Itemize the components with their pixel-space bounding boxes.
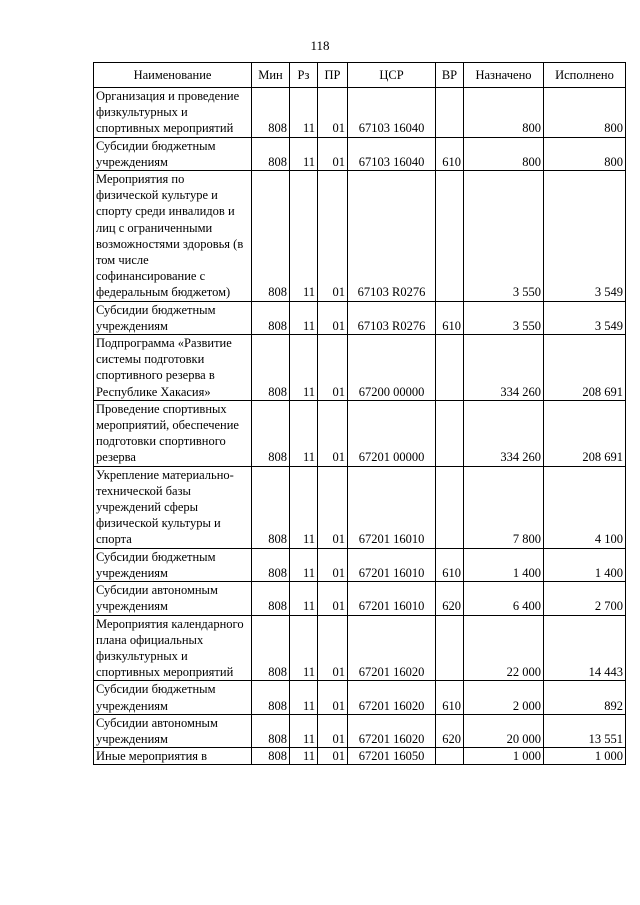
- col-header-min: Мин: [252, 63, 290, 88]
- table-row: [94, 301, 626, 334]
- cell-rz: 11: [290, 548, 318, 581]
- table-row: [94, 582, 626, 615]
- cell-rz: 11: [290, 582, 318, 615]
- table-row: [94, 615, 626, 681]
- cell-executed: 1 400: [544, 548, 626, 581]
- table-row: [94, 335, 626, 401]
- cell-csr: 67201 16010: [348, 582, 436, 615]
- cell-min: 808: [252, 335, 290, 401]
- col-header-assigned: Назначено: [464, 63, 544, 88]
- cell-pr: 01: [318, 301, 348, 334]
- table-row: [94, 466, 626, 548]
- cell-csr: 67103 16040: [348, 88, 436, 138]
- cell-vr: 610: [436, 681, 464, 714]
- cell-vr: [436, 400, 464, 466]
- cell-min: 808: [252, 748, 290, 765]
- cell-executed: 1 000: [544, 748, 626, 765]
- cell-rz: 11: [290, 615, 318, 681]
- cell-name: Субсидии бюджетным учреждениям: [94, 301, 252, 334]
- cell-name: Субсидии автономным учреждениям: [94, 582, 252, 615]
- cell-assigned: 3 550: [464, 301, 544, 334]
- cell-name: Мероприятия календарного плана официальных физкультурных и спортивных мероприятий: [94, 615, 252, 681]
- cell-assigned: 1 000: [464, 748, 544, 765]
- cell-rz: 11: [290, 466, 318, 548]
- cell-rz: 11: [290, 335, 318, 401]
- cell-vr: [436, 615, 464, 681]
- col-header-pr: ПР: [318, 63, 348, 88]
- cell-pr: 01: [318, 615, 348, 681]
- cell-vr: [436, 748, 464, 765]
- cell-rz: 11: [290, 748, 318, 765]
- cell-executed: 14 443: [544, 615, 626, 681]
- cell-pr: 01: [318, 88, 348, 138]
- col-header-executed: Исполнено: [544, 63, 626, 88]
- table-row: [94, 714, 626, 747]
- cell-csr: 67201 16050: [348, 748, 436, 765]
- cell-executed: 13 551: [544, 714, 626, 747]
- budget-table: [93, 62, 626, 765]
- cell-name: Субсидии бюджетным учреждениям: [94, 681, 252, 714]
- cell-name: Субсидии автономным учреждениям: [94, 714, 252, 747]
- cell-vr: 610: [436, 548, 464, 581]
- cell-vr: [436, 88, 464, 138]
- cell-assigned: 2 000: [464, 681, 544, 714]
- page-number: 118: [310, 38, 330, 53]
- cell-rz: 11: [290, 681, 318, 714]
- cell-csr: 67103 R0276: [348, 301, 436, 334]
- table-row: [94, 681, 626, 714]
- cell-min: 808: [252, 466, 290, 548]
- cell-name: Укрепление материально-технической базы учреждений сферы физической культуры и спорта: [94, 466, 252, 548]
- cell-pr: 01: [318, 400, 348, 466]
- cell-name: Иные мероприятия в: [94, 748, 252, 765]
- cell-pr: 01: [318, 466, 348, 548]
- cell-csr: 67201 16010: [348, 548, 436, 581]
- cell-executed: 800: [544, 88, 626, 138]
- col-header-csr: ЦСР: [348, 63, 436, 88]
- col-header-rz: Рз: [290, 63, 318, 88]
- cell-csr: 67201 16020: [348, 615, 436, 681]
- cell-csr: 67201 16020: [348, 681, 436, 714]
- cell-executed: 3 549: [544, 301, 626, 334]
- cell-executed: 208 691: [544, 400, 626, 466]
- cell-name: Проведение спортивных мероприятий, обеспечение подготовки спортивного резерва: [94, 400, 252, 466]
- cell-pr: 01: [318, 748, 348, 765]
- cell-csr: 67103 R0276: [348, 171, 436, 302]
- table-row: [94, 171, 626, 302]
- table-header-row: [94, 63, 626, 88]
- cell-executed: 3 549: [544, 171, 626, 302]
- cell-pr: 01: [318, 714, 348, 747]
- cell-assigned: 334 260: [464, 335, 544, 401]
- cell-name: Организация и проведение физкультурных и спортивных мероприятий: [94, 88, 252, 138]
- cell-name: Подпрограмма «Развитие системы подготовки спортивного резерва в Республике Хакасия»: [94, 335, 252, 401]
- cell-pr: 01: [318, 171, 348, 302]
- cell-csr: 67201 16020: [348, 714, 436, 747]
- cell-pr: 01: [318, 548, 348, 581]
- cell-assigned: 6 400: [464, 582, 544, 615]
- table-row: [94, 400, 626, 466]
- cell-rz: 11: [290, 400, 318, 466]
- cell-min: 808: [252, 88, 290, 138]
- cell-rz: 11: [290, 301, 318, 334]
- cell-executed: 2 700: [544, 582, 626, 615]
- cell-pr: 01: [318, 582, 348, 615]
- cell-assigned: 334 260: [464, 400, 544, 466]
- cell-executed: 800: [544, 137, 626, 170]
- cell-executed: 892: [544, 681, 626, 714]
- cell-min: 808: [252, 681, 290, 714]
- cell-vr: 610: [436, 301, 464, 334]
- cell-assigned: 20 000: [464, 714, 544, 747]
- table-row: [94, 548, 626, 581]
- cell-vr: [436, 171, 464, 302]
- cell-assigned: 800: [464, 137, 544, 170]
- cell-assigned: 1 400: [464, 548, 544, 581]
- cell-min: 808: [252, 137, 290, 170]
- cell-min: 808: [252, 400, 290, 466]
- cell-pr: 01: [318, 335, 348, 401]
- cell-rz: 11: [290, 714, 318, 747]
- cell-csr: 67103 16040: [348, 137, 436, 170]
- cell-assigned: 3 550: [464, 171, 544, 302]
- cell-assigned: 22 000: [464, 615, 544, 681]
- cell-assigned: 800: [464, 88, 544, 138]
- cell-min: 808: [252, 582, 290, 615]
- cell-pr: 01: [318, 681, 348, 714]
- table-row: [94, 748, 626, 765]
- col-header-vr: ВР: [436, 63, 464, 88]
- cell-csr: 67201 16010: [348, 466, 436, 548]
- table-row: [94, 88, 626, 138]
- cell-pr: 01: [318, 137, 348, 170]
- cell-executed: 4 100: [544, 466, 626, 548]
- cell-min: 808: [252, 615, 290, 681]
- cell-vr: 620: [436, 714, 464, 747]
- cell-min: 808: [252, 301, 290, 334]
- cell-csr: 67201 00000: [348, 400, 436, 466]
- cell-name: Субсидии бюджетным учреждениям: [94, 548, 252, 581]
- cell-rz: 11: [290, 137, 318, 170]
- cell-vr: 610: [436, 137, 464, 170]
- cell-vr: [436, 466, 464, 548]
- table-row: [94, 137, 626, 170]
- cell-min: 808: [252, 171, 290, 302]
- cell-rz: 11: [290, 171, 318, 302]
- cell-csr: 67200 00000: [348, 335, 436, 401]
- cell-min: 808: [252, 548, 290, 581]
- cell-name: Субсидии бюджетным учреждениям: [94, 137, 252, 170]
- cell-min: 808: [252, 714, 290, 747]
- cell-name: Мероприятия по физической культуре и спорту среди инвалидов и лиц с ограниченными возможностями здоровья (в том числе софинансирование с федеральным бюджетом): [94, 171, 252, 302]
- cell-vr: [436, 335, 464, 401]
- col-header-name: Наименование: [94, 63, 252, 88]
- cell-vr: 620: [436, 582, 464, 615]
- cell-assigned: 7 800: [464, 466, 544, 548]
- cell-rz: 11: [290, 88, 318, 138]
- table-body: [94, 88, 626, 765]
- cell-executed: 208 691: [544, 335, 626, 401]
